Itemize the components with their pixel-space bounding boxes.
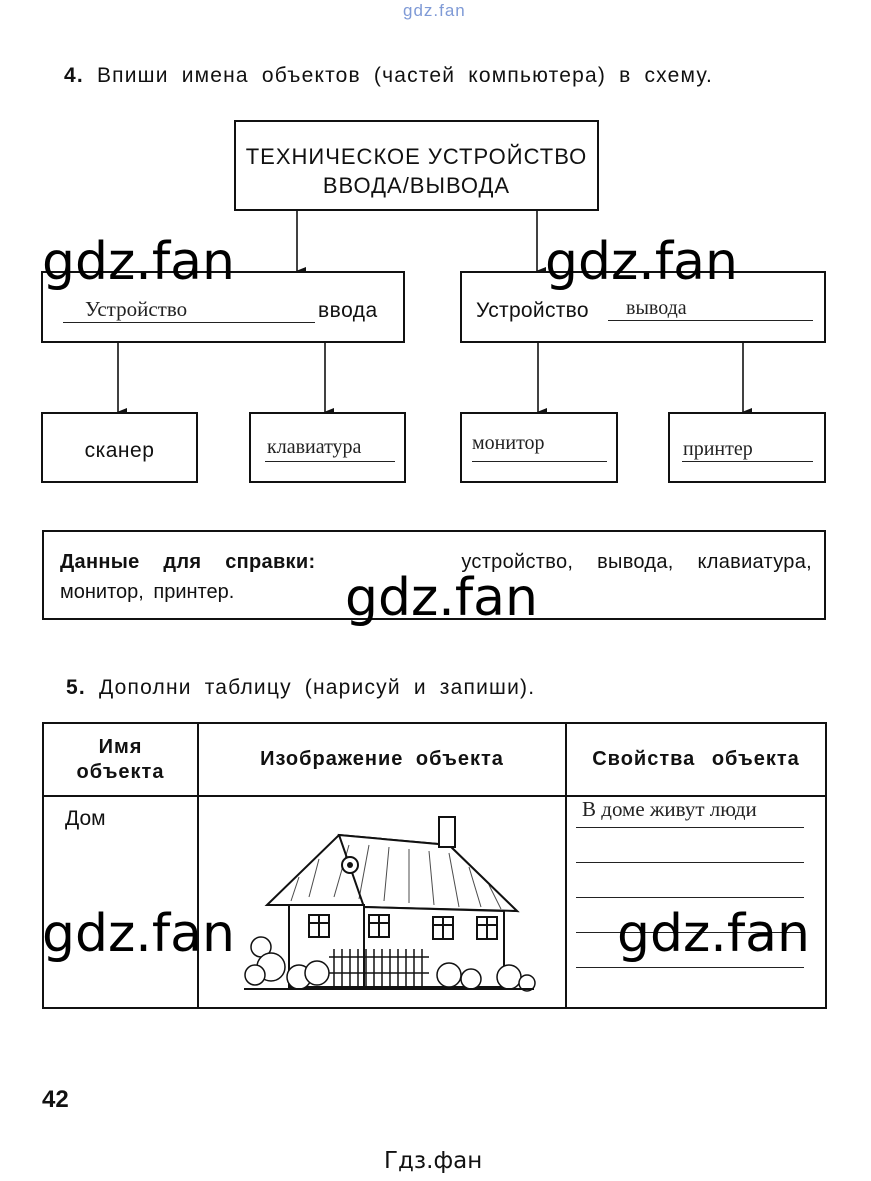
footer-text: Гдз.фан [384, 1148, 483, 1174]
house-illustration [199, 797, 565, 1007]
io-device-line-1: ТЕХНИЧЕСКОЕ УСТРОЙСТВО [245, 144, 588, 169]
property-1: В доме живут люди [582, 797, 757, 821]
top-watermark: gdz.fan [403, 1, 466, 20]
keyboard-box [249, 412, 406, 483]
task5-number: 5. [66, 676, 86, 699]
row-object-image-cell [198, 796, 566, 1008]
row-object-properties-cell [566, 796, 826, 1008]
objects-table [42, 722, 827, 1009]
header-object-name: Имя объекта [43, 723, 198, 796]
io-device-line-2: ВВОДА/ВЫВОДА [322, 173, 511, 198]
watermark-4: gdz.fan [42, 904, 235, 964]
printer-box [668, 412, 826, 483]
scanner-label: сканер [84, 439, 155, 462]
output-device-handwritten: вывода [626, 297, 687, 319]
watermark-5: gdz.fan [617, 904, 810, 964]
printer-handwritten: принтер [683, 438, 753, 460]
monitor-box [460, 412, 618, 483]
task4-text: Впиши имена объектов (частей компьютера) в схему. [96, 64, 714, 87]
reference-label: Данные для справки: [60, 551, 316, 573]
header-object-image: Изображение объекта [198, 723, 566, 796]
task4-number: 4. [64, 64, 84, 87]
object-name-dom: Дом [65, 807, 106, 830]
scanner-box [41, 412, 198, 483]
input-device-handwritten: Устройство [85, 297, 188, 321]
keyboard-handwritten: клавиатура [267, 436, 362, 458]
task5-heading [66, 676, 535, 700]
reference-line-2: монитор, принтер. [60, 581, 235, 603]
watermark-1: gdz.fan [42, 232, 235, 292]
page-number: 42 [42, 1086, 69, 1113]
input-device-label: ввода [318, 299, 378, 322]
task5-text: Дополни таблицу (нарисуй и запиши). [98, 676, 536, 699]
output-device-label: Устройство [476, 299, 589, 322]
watermark-2: gdz.fan [545, 232, 738, 292]
reference-line-1: устройство, вывода, клавиатура, [461, 551, 812, 573]
row-object-name-cell [43, 796, 198, 1008]
io-device-box [234, 120, 599, 211]
watermark-3: gdz.fan [345, 568, 538, 628]
header-object-properties: Свойства объекта [566, 723, 826, 796]
monitor-handwritten: монитор [472, 432, 545, 454]
